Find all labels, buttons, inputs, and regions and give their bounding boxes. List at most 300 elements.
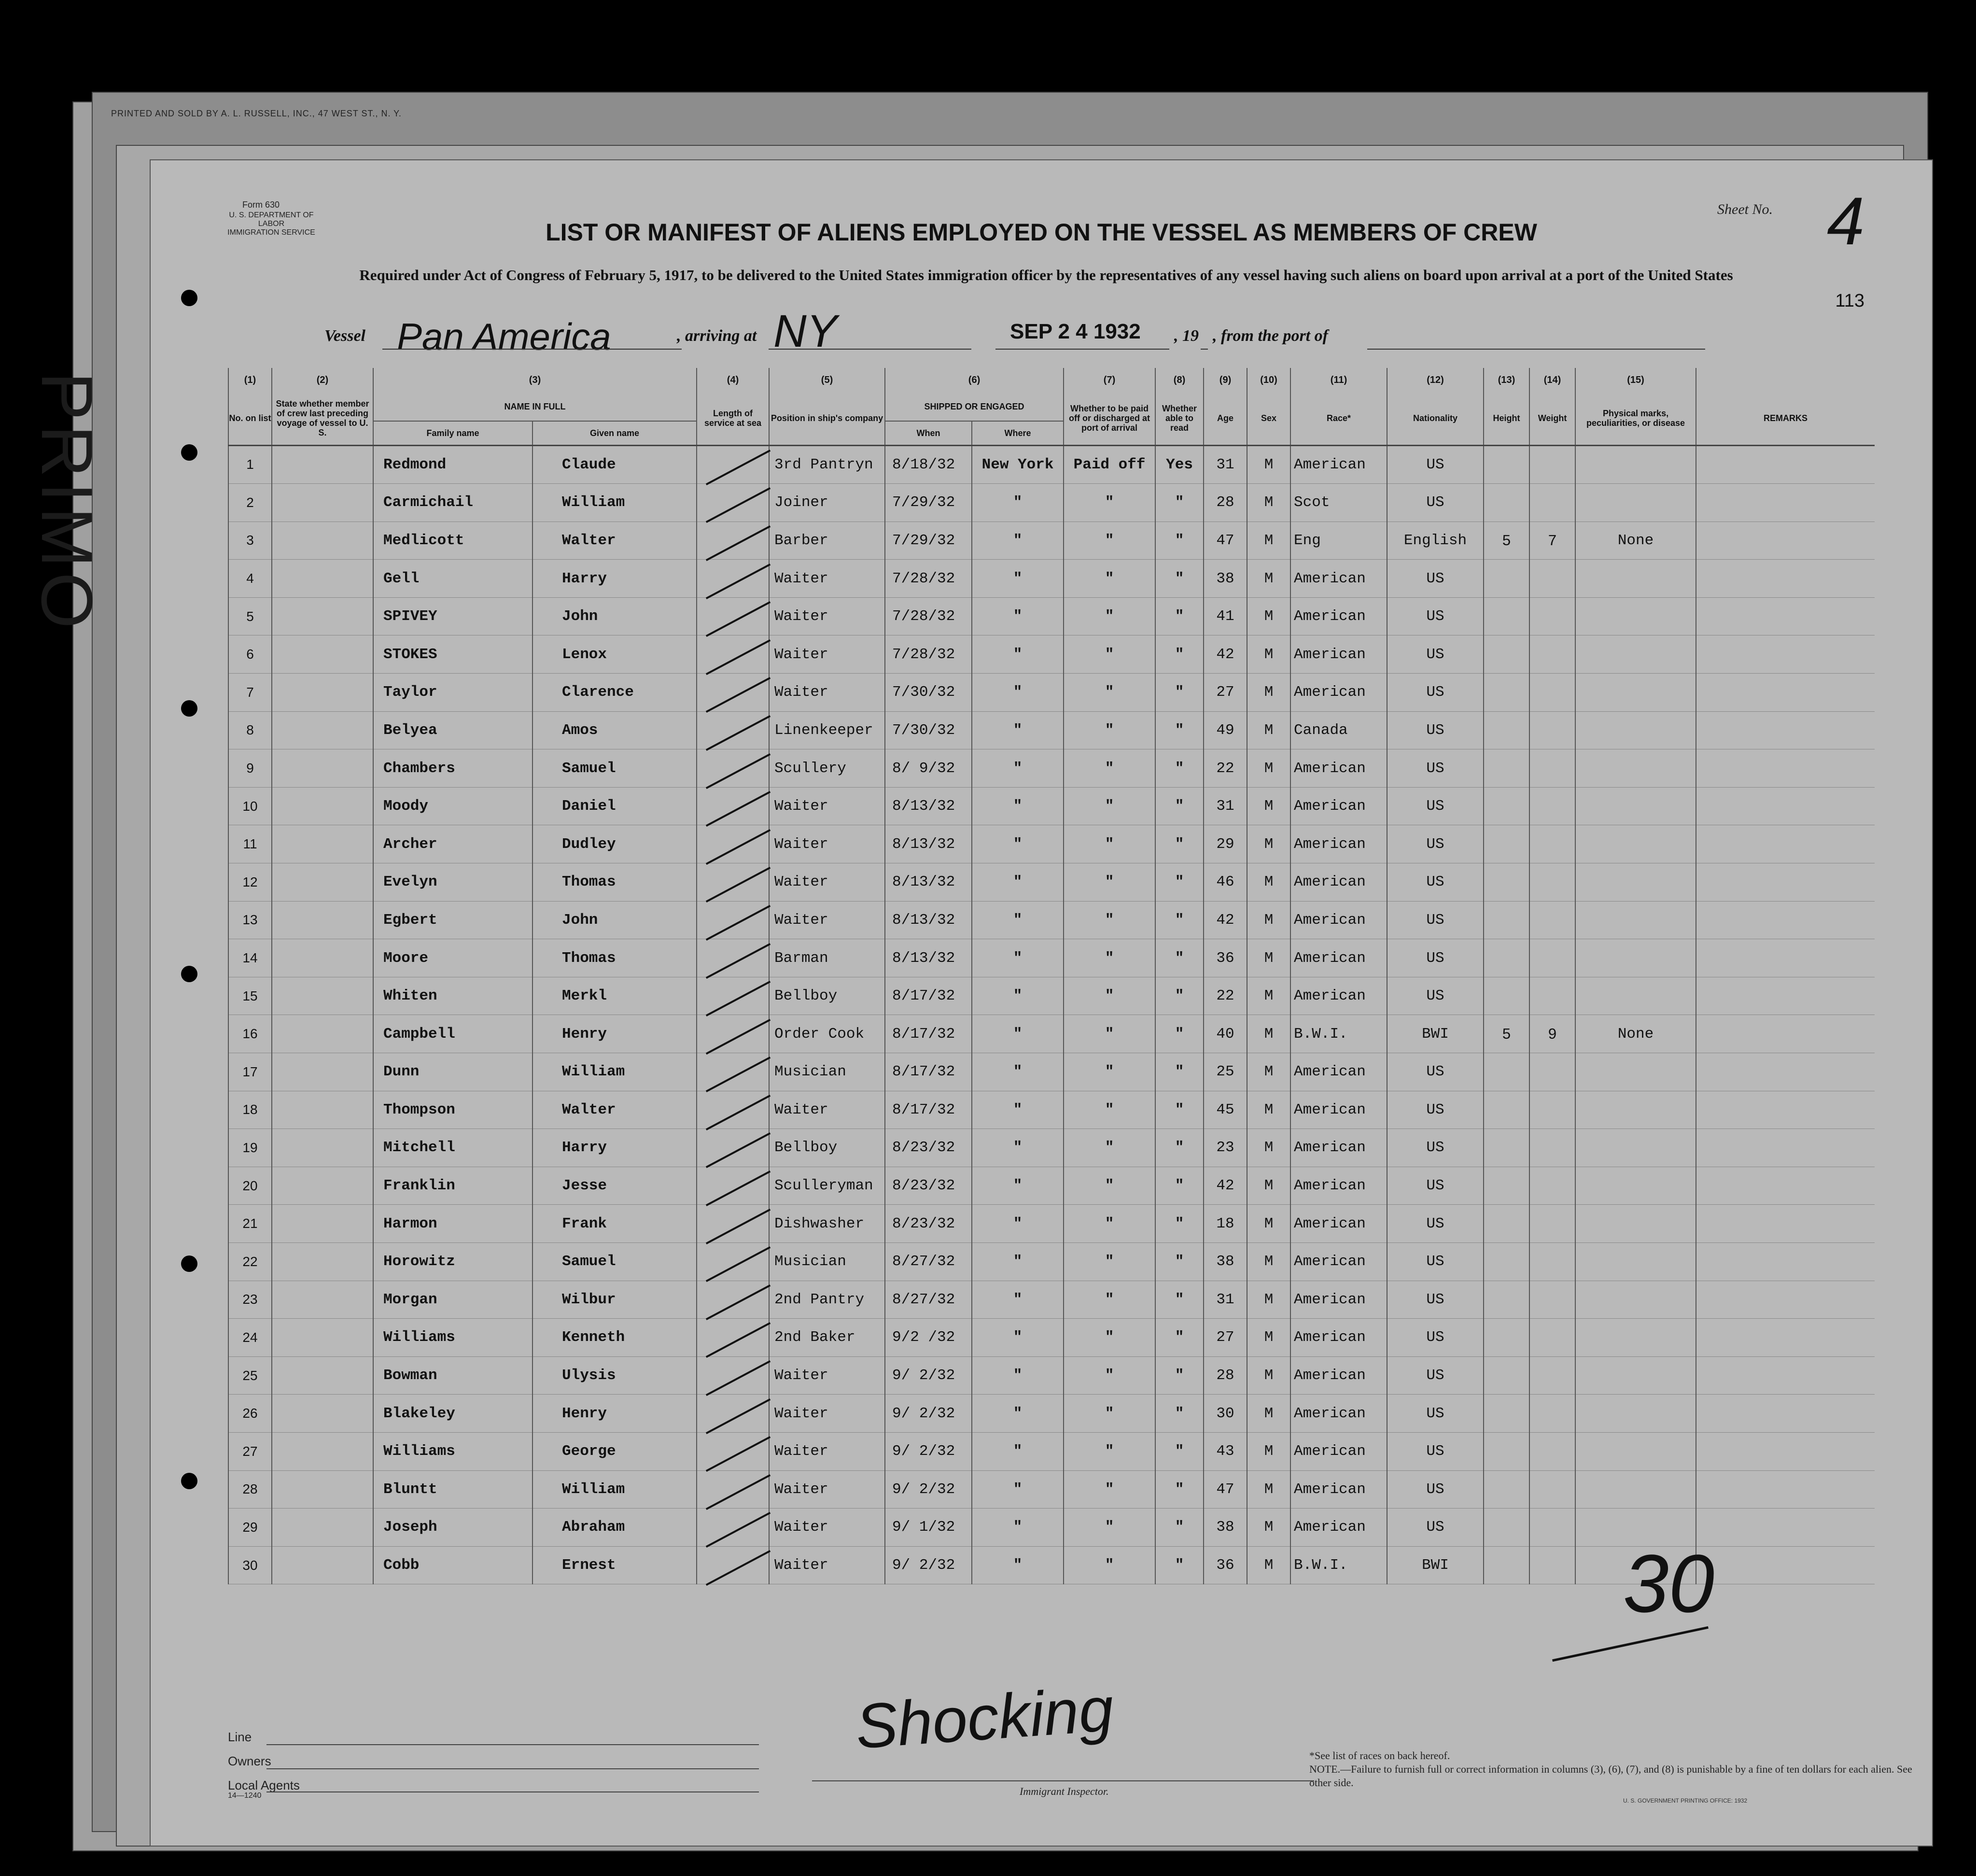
shipped-when: 8/17/32	[885, 977, 972, 1015]
check-mark-icon	[706, 1284, 771, 1320]
colnum: (2)	[272, 368, 373, 392]
physical-marks	[1575, 484, 1696, 522]
header-row-1	[228, 392, 1875, 421]
check-mark-icon	[706, 791, 771, 827]
remarks	[1696, 977, 1875, 1015]
sex: M	[1247, 749, 1290, 788]
given-name: Kenneth	[533, 1319, 697, 1357]
shipped-where: "	[972, 749, 1064, 788]
remarks	[1696, 901, 1875, 939]
colnum: (10)	[1247, 368, 1290, 392]
position: Bellboy	[769, 977, 885, 1015]
position: Waiter	[769, 1509, 885, 1547]
physical-marks	[1575, 1129, 1696, 1167]
check-mark-icon	[706, 905, 771, 941]
service-length-check	[697, 1281, 769, 1319]
crew-last-voyage-cell	[272, 1167, 373, 1205]
shipped-where: "	[972, 977, 1064, 1015]
race: American	[1290, 977, 1387, 1015]
race: American	[1290, 939, 1387, 977]
colnum: (6)	[885, 368, 1064, 392]
check-mark-icon	[706, 639, 771, 675]
position: Dishwasher	[769, 1205, 885, 1243]
crew-last-voyage-cell	[272, 863, 373, 902]
weight	[1529, 787, 1575, 825]
sex: M	[1247, 977, 1290, 1015]
row-number: 13	[228, 901, 272, 939]
service-length-check	[697, 1395, 769, 1433]
nationality: US	[1387, 674, 1484, 712]
row-number: 4	[228, 560, 272, 598]
crew-last-voyage-cell	[272, 1395, 373, 1433]
weight	[1529, 560, 1575, 598]
age: 38	[1204, 560, 1247, 598]
shipped-where: "	[972, 939, 1064, 977]
shipped-where: "	[972, 1053, 1064, 1091]
service-length-check	[697, 711, 769, 749]
able-to-read: "	[1155, 749, 1204, 788]
crew-last-voyage-cell	[272, 445, 373, 484]
footer-agents-underline	[266, 1791, 759, 1792]
weight	[1529, 674, 1575, 712]
height	[1484, 1509, 1529, 1547]
height	[1484, 1053, 1529, 1091]
race: American	[1290, 1395, 1387, 1433]
remarks	[1696, 1167, 1875, 1205]
table-row	[228, 635, 1875, 674]
given-name: Harry	[533, 1129, 697, 1167]
position: Waiter	[769, 1356, 885, 1395]
sex: M	[1247, 1242, 1290, 1281]
remarks	[1696, 1242, 1875, 1281]
physical-marks	[1575, 635, 1696, 674]
family-name: Carmichail	[373, 484, 533, 522]
family-name: Moore	[373, 939, 533, 977]
age: 36	[1204, 939, 1247, 977]
shipped-when: 8/27/32	[885, 1281, 972, 1319]
shipped-when: 8/13/32	[885, 787, 972, 825]
document-title: LIST OR MANIFEST OF ALIENS EMPLOYED ON THE VESSEL AS MEMBERS OF CREW	[546, 219, 1537, 246]
row-number: 25	[228, 1356, 272, 1395]
height	[1484, 977, 1529, 1015]
crew-last-voyage-cell	[272, 597, 373, 635]
position: 2nd Pantry	[769, 1281, 885, 1319]
row-number: 1	[228, 445, 272, 484]
sex: M	[1247, 711, 1290, 749]
service-length-check	[697, 484, 769, 522]
paid-off: "	[1064, 1281, 1155, 1319]
check-mark-icon	[706, 677, 771, 713]
able-to-read: "	[1155, 1281, 1204, 1319]
position: 2nd Baker	[769, 1319, 885, 1357]
physical-marks	[1575, 787, 1696, 825]
position: Musician	[769, 1242, 885, 1281]
header-family-name: Family name	[373, 421, 533, 445]
given-name: Thomas	[533, 863, 697, 902]
crew-last-voyage-cell	[272, 1129, 373, 1167]
position: Joiner	[769, 484, 885, 522]
table-row	[228, 1167, 1875, 1205]
crew-last-voyage-cell	[272, 1053, 373, 1091]
colnum: (1)	[228, 368, 272, 392]
shipped-where: "	[972, 635, 1064, 674]
sex: M	[1247, 1281, 1290, 1319]
position: Waiter	[769, 863, 885, 902]
race: American	[1290, 1242, 1387, 1281]
table-row	[228, 1129, 1875, 1167]
page-number: 113	[1835, 291, 1864, 311]
shipped-where: "	[972, 1432, 1064, 1470]
shipped-where: "	[972, 560, 1064, 598]
physical-marks: None	[1575, 1015, 1696, 1053]
weight	[1529, 1432, 1575, 1470]
crew-last-voyage-cell	[272, 1242, 373, 1281]
weight	[1529, 1242, 1575, 1281]
family-name: SPIVEY	[373, 597, 533, 635]
check-mark-icon	[706, 981, 771, 1016]
physical-marks	[1575, 1242, 1696, 1281]
printer-credit: PRINTED AND SOLD BY A. L. RUSSELL, INC., 47 WEST ST., N. Y.	[111, 109, 402, 118]
given-name: Amos	[533, 711, 697, 749]
remarks	[1696, 749, 1875, 788]
weight	[1529, 484, 1575, 522]
date-underline	[995, 349, 1169, 350]
footer-line-underline	[266, 1744, 759, 1745]
race: American	[1290, 1470, 1387, 1509]
punch-hole	[181, 290, 197, 306]
family-name: Taylor	[373, 674, 533, 712]
weight	[1529, 1356, 1575, 1395]
service-name: IMMIGRATION SERVICE	[227, 228, 315, 237]
weight: 9	[1529, 1015, 1575, 1053]
weight	[1529, 445, 1575, 484]
shipped-where: "	[972, 484, 1064, 522]
age: 31	[1204, 445, 1247, 484]
row-number: 3	[228, 522, 272, 560]
remarks	[1696, 1091, 1875, 1129]
row-number: 16	[228, 1015, 272, 1053]
physical-marks	[1575, 560, 1696, 598]
crew-last-voyage-cell	[272, 560, 373, 598]
age: 46	[1204, 863, 1247, 902]
race: American	[1290, 1129, 1387, 1167]
height	[1484, 1470, 1529, 1509]
given-name: Clarence	[533, 674, 697, 712]
nationality: US	[1387, 1395, 1484, 1433]
shipped-when: 7/28/32	[885, 560, 972, 598]
shipped-when: 9/ 1/32	[885, 1509, 972, 1547]
family-name: Whiten	[373, 977, 533, 1015]
height	[1484, 1205, 1529, 1243]
weight	[1529, 597, 1575, 635]
nationality: US	[1387, 1091, 1484, 1129]
punch-hole	[181, 966, 197, 982]
age: 42	[1204, 635, 1247, 674]
crew-last-voyage-cell	[272, 522, 373, 560]
row-number: 15	[228, 977, 272, 1015]
nationality: US	[1387, 484, 1484, 522]
remarks	[1696, 939, 1875, 977]
remarks	[1696, 635, 1875, 674]
remarks	[1696, 1053, 1875, 1091]
able-to-read: "	[1155, 1356, 1204, 1395]
inspector-signature: Shocking	[853, 1673, 1116, 1762]
able-to-read: "	[1155, 635, 1204, 674]
shipped-when: 8/23/32	[885, 1129, 972, 1167]
shipped-when: 8/17/32	[885, 1053, 972, 1091]
table-row	[228, 711, 1875, 749]
weight	[1529, 1205, 1575, 1243]
manifest-body	[228, 445, 1875, 1584]
remarks	[1696, 1432, 1875, 1470]
inspector-signature-line	[812, 1780, 1314, 1781]
row-number: 5	[228, 597, 272, 635]
able-to-read: "	[1155, 1546, 1204, 1584]
shipped-where: "	[972, 674, 1064, 712]
family-name: Bluntt	[373, 1470, 533, 1509]
physical-marks	[1575, 1281, 1696, 1319]
service-length-check	[697, 522, 769, 560]
height	[1484, 863, 1529, 902]
physical-marks	[1575, 445, 1696, 484]
colnum: (15)	[1575, 368, 1696, 392]
weight	[1529, 635, 1575, 674]
race: American	[1290, 635, 1387, 674]
height	[1484, 597, 1529, 635]
check-mark-icon	[706, 525, 771, 561]
row-number: 6	[228, 635, 272, 674]
paid-off: "	[1064, 1546, 1155, 1584]
table-row	[228, 1242, 1875, 1281]
remarks	[1696, 560, 1875, 598]
nationality: US	[1387, 749, 1484, 788]
position: Barman	[769, 939, 885, 977]
race: Canada	[1290, 711, 1387, 749]
height	[1484, 901, 1529, 939]
position: Linenkeeper	[769, 711, 885, 749]
shipped-where: "	[972, 1509, 1064, 1547]
header-no-on-list: No. on list	[228, 392, 272, 445]
table-row	[228, 1015, 1875, 1053]
shipped-when: 9/2 /32	[885, 1319, 972, 1357]
colnum: (9)	[1204, 368, 1247, 392]
race: Eng	[1290, 522, 1387, 560]
row-number: 18	[228, 1091, 272, 1129]
physical-marks	[1575, 863, 1696, 902]
footer-owners-underline	[266, 1768, 759, 1769]
total-count: 30	[1623, 1538, 1715, 1630]
able-to-read: "	[1155, 1432, 1204, 1470]
shipped-when: 9/ 2/32	[885, 1395, 972, 1433]
crew-last-voyage-cell	[272, 1509, 373, 1547]
sex: M	[1247, 863, 1290, 902]
shipped-when: 9/ 2/32	[885, 1356, 972, 1395]
race: American	[1290, 901, 1387, 939]
paid-off: "	[1064, 674, 1155, 712]
given-name: Henry	[533, 1015, 697, 1053]
check-mark-icon	[706, 867, 771, 903]
family-name: Campbell	[373, 1015, 533, 1053]
weight: 7	[1529, 522, 1575, 560]
family-name: Gell	[373, 560, 533, 598]
race: American	[1290, 560, 1387, 598]
shipped-when: 9/ 2/32	[885, 1432, 972, 1470]
shipped-when: 8/17/32	[885, 1015, 972, 1053]
check-mark-icon	[706, 487, 771, 523]
colnum: (14)	[1529, 368, 1575, 392]
able-to-read: "	[1155, 1205, 1204, 1243]
age: 47	[1204, 1470, 1247, 1509]
given-name: Frank	[533, 1205, 697, 1243]
nationality: BWI	[1387, 1015, 1484, 1053]
row-number: 21	[228, 1205, 272, 1243]
remarks	[1696, 1129, 1875, 1167]
physical-marks	[1575, 1432, 1696, 1470]
header-sex: Sex	[1247, 392, 1290, 445]
position: Waiter	[769, 1546, 885, 1584]
paid-off: "	[1064, 1319, 1155, 1357]
shipped-when: 8/27/32	[885, 1242, 972, 1281]
race: B.W.I.	[1290, 1546, 1387, 1584]
weight	[1529, 825, 1575, 863]
height	[1484, 939, 1529, 977]
shipped-where: "	[972, 1015, 1064, 1053]
nationality: US	[1387, 825, 1484, 863]
nationality: US	[1387, 1470, 1484, 1509]
remarks	[1696, 597, 1875, 635]
given-name: Jesse	[533, 1167, 697, 1205]
age: 38	[1204, 1242, 1247, 1281]
physical-marks	[1575, 1356, 1696, 1395]
shipped-when: 7/28/32	[885, 635, 972, 674]
given-name: John	[533, 597, 697, 635]
race: B.W.I.	[1290, 1015, 1387, 1053]
age: 41	[1204, 597, 1247, 635]
arriving-label: , arriving at	[677, 327, 757, 345]
table-row	[228, 939, 1875, 977]
given-name: Abraham	[533, 1509, 697, 1547]
service-length-check	[697, 1015, 769, 1053]
age: 47	[1204, 522, 1247, 560]
row-number: 2	[228, 484, 272, 522]
arriving-port: NY	[773, 306, 837, 357]
sex: M	[1247, 597, 1290, 635]
family-name: Mitchell	[373, 1129, 533, 1167]
header-height: Height	[1484, 392, 1529, 445]
sex: M	[1247, 825, 1290, 863]
shipped-where: New York	[972, 445, 1064, 484]
punch-hole	[181, 1473, 197, 1489]
height	[1484, 674, 1529, 712]
shipped-when: 9/ 2/32	[885, 1470, 972, 1509]
shipped-when: 8/18/32	[885, 445, 972, 484]
physical-marks	[1575, 1319, 1696, 1357]
family-name: Bowman	[373, 1356, 533, 1395]
weight	[1529, 1470, 1575, 1509]
row-number: 28	[228, 1470, 272, 1509]
service-length-check	[697, 1205, 769, 1243]
given-name: William	[533, 484, 697, 522]
sheet-number-label: Sheet No.	[1717, 201, 1773, 217]
race: American	[1290, 825, 1387, 863]
nationality: US	[1387, 711, 1484, 749]
weight	[1529, 749, 1575, 788]
able-to-read: "	[1155, 711, 1204, 749]
position: Waiter	[769, 901, 885, 939]
family-name: Evelyn	[373, 863, 533, 902]
age: 22	[1204, 749, 1247, 788]
colnum: (7)	[1064, 368, 1155, 392]
shipped-where: "	[972, 787, 1064, 825]
paid-off: "	[1064, 863, 1155, 902]
total-underline-stroke	[1552, 1626, 1709, 1662]
remarks	[1696, 484, 1875, 522]
given-name: George	[533, 1432, 697, 1470]
table-row	[228, 445, 1875, 484]
shipped-where: "	[972, 522, 1064, 560]
service-length-check	[697, 1432, 769, 1470]
remarks	[1696, 674, 1875, 712]
weight	[1529, 1319, 1575, 1357]
position: Musician	[769, 1053, 885, 1091]
race: American	[1290, 1091, 1387, 1129]
row-number: 23	[228, 1281, 272, 1319]
crew-last-voyage-cell	[272, 1470, 373, 1509]
check-mark-icon	[706, 1209, 771, 1244]
physical-marks	[1575, 597, 1696, 635]
service-length-check	[697, 1546, 769, 1584]
able-to-read: "	[1155, 484, 1204, 522]
check-mark-icon	[706, 601, 771, 637]
physical-marks	[1575, 674, 1696, 712]
age: 42	[1204, 901, 1247, 939]
shipped-where: "	[972, 1546, 1064, 1584]
shipped-where: "	[972, 1091, 1064, 1129]
family-name: Medlicott	[373, 522, 533, 560]
position: Scullery	[769, 749, 885, 788]
nationality: US	[1387, 1432, 1484, 1470]
paid-off: "	[1064, 1509, 1155, 1547]
service-length-check	[697, 825, 769, 863]
age: 25	[1204, 1053, 1247, 1091]
paid-off: "	[1064, 787, 1155, 825]
gpo-imprint: U. S. GOVERNMENT PRINTING OFFICE: 1932	[1623, 1797, 1748, 1804]
row-number: 24	[228, 1319, 272, 1357]
row-number: 7	[228, 674, 272, 712]
able-to-read: "	[1155, 674, 1204, 712]
weight	[1529, 1509, 1575, 1547]
header-position: Position in ship's company	[769, 392, 885, 445]
table-row	[228, 1319, 1875, 1357]
vessel-underline	[382, 349, 682, 350]
arriving-underline	[769, 349, 971, 350]
table-row	[228, 1470, 1875, 1509]
remarks	[1696, 711, 1875, 749]
service-length-check	[697, 749, 769, 788]
race: American	[1290, 749, 1387, 788]
service-length-check	[697, 1129, 769, 1167]
table-row	[228, 901, 1875, 939]
age: 23	[1204, 1129, 1247, 1167]
able-to-read: "	[1155, 1242, 1204, 1281]
given-name: Wilbur	[533, 1281, 697, 1319]
weight	[1529, 1395, 1575, 1433]
header-shipped-engaged: SHIPPED OR ENGAGED	[885, 392, 1064, 421]
sex: M	[1247, 1470, 1290, 1509]
weight	[1529, 711, 1575, 749]
header-length-service: Length of service at sea	[697, 392, 769, 445]
remarks	[1696, 787, 1875, 825]
